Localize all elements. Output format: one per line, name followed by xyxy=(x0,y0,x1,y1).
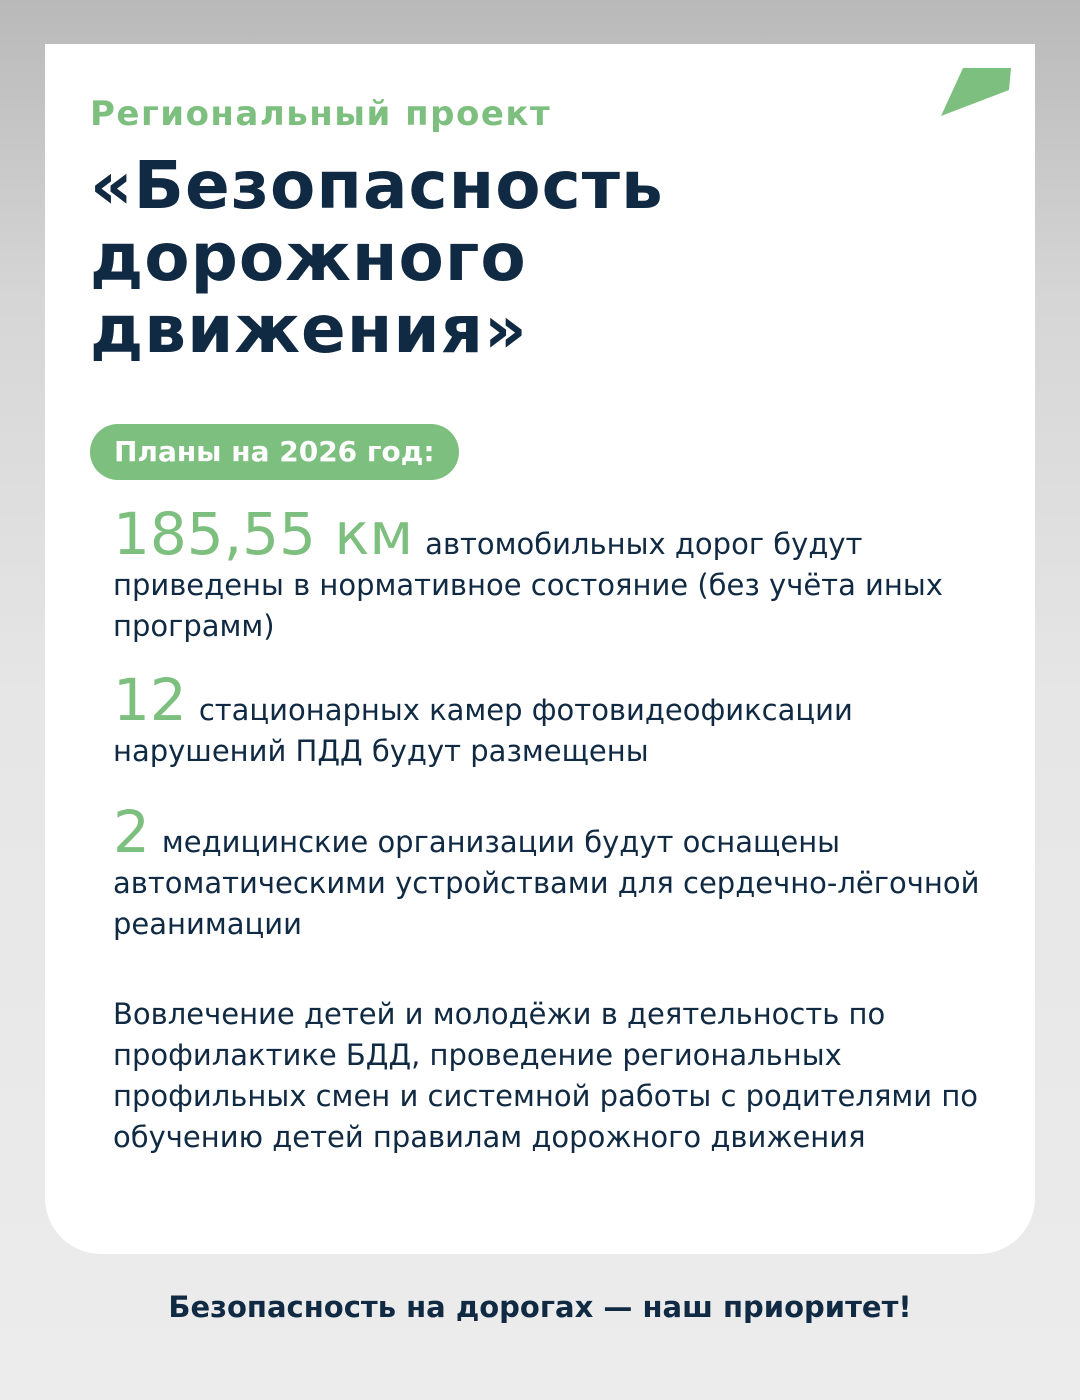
plan-text: Вовлечение детей и молодёжи в деятельность по профилактике БДД, проведение региональных профильных смен и системной работы с родителями по обучению детей правилам дорожного движения xyxy=(113,997,979,1154)
plan-number: 185,55 км xyxy=(113,500,414,568)
content-card xyxy=(45,44,1035,1254)
plan-item-roads xyxy=(113,500,993,647)
plan-item-youth xyxy=(113,994,993,1158)
plan-item-medical xyxy=(113,798,993,945)
plan-item-cameras xyxy=(113,666,993,772)
plan-number: 2 xyxy=(113,798,150,866)
plan-text: автомобильных дорог будут приведены в нормативное состояние (без учёта иных программ) xyxy=(113,527,943,643)
project-eyebrow: Региональный проект xyxy=(90,94,552,134)
plan-text: медицинские организации будут оснащены автоматическими устройствами для сердечно-лёгочной реанимации xyxy=(113,825,980,941)
footer-slogan: Безопасность на дорогах — наш приоритет! xyxy=(168,1290,912,1324)
green-corner-shape-icon xyxy=(941,68,1011,118)
title-line: движения» xyxy=(90,291,528,368)
plan-number: 12 xyxy=(113,666,187,734)
title-line: «Безопасность xyxy=(90,147,664,224)
plans-badge: Планы на 2026 год: xyxy=(90,424,459,480)
project-title xyxy=(90,147,664,368)
title-line: дорожного xyxy=(90,219,527,296)
plan-text: стационарных камер фотовидеофиксации нарушений ПДД будут размещены xyxy=(113,693,853,768)
